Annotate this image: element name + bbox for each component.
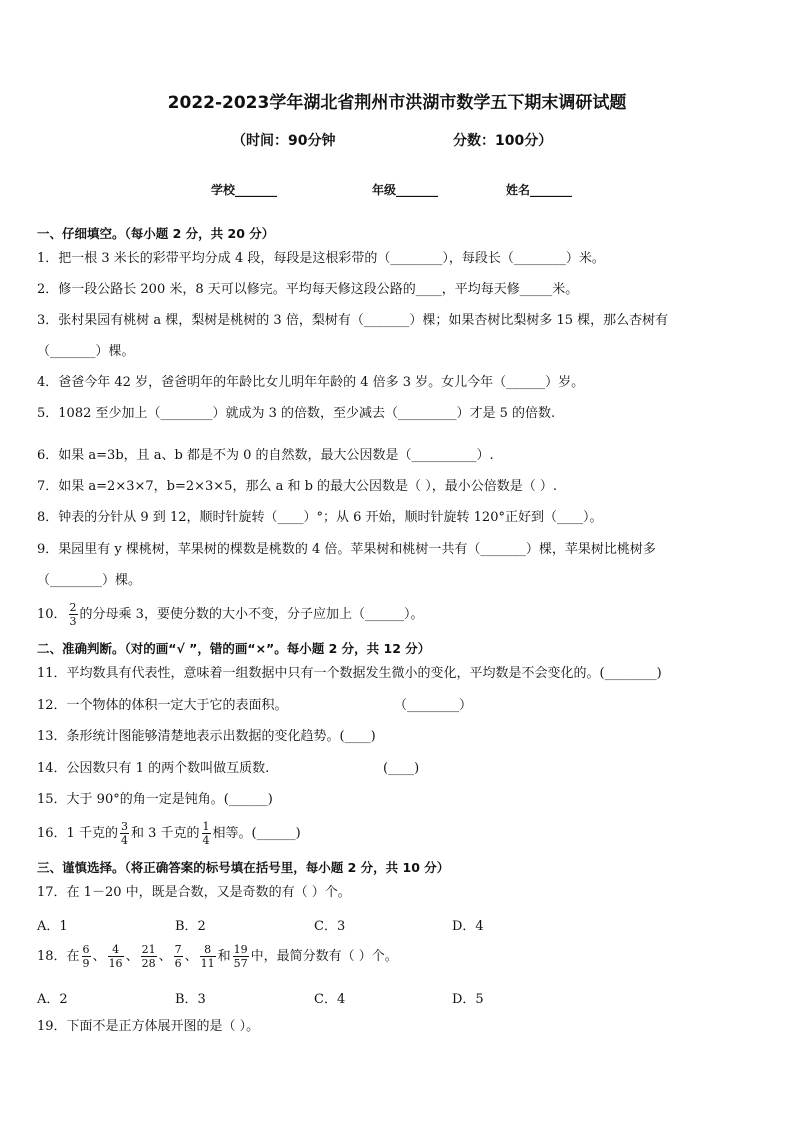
fraction-numerator: 4	[108, 943, 124, 957]
question-18-option-b: B．3	[175, 992, 206, 1007]
fraction-numerator: 3	[120, 820, 128, 833]
question-16-middle: 和 3 千克的	[130, 826, 200, 841]
fraction-one-quarter	[202, 820, 211, 847]
question-18-fraction	[174, 943, 183, 970]
page-title: 2022-2023学年湖北省荆州市洪湖市数学五下期末调研试题	[167, 93, 627, 113]
section-multiple-choice-heading: 三、谨慎选择。（将正确答案的标号填在括号里，每小题 2 分，共 10 分）	[37, 860, 450, 875]
question-11: 11．平均数具有代表性，意味着一组数据中只有一个数据发生微小的变化，平均数是不会变化的。(________)	[37, 666, 662, 681]
fraction-denominator: 9	[82, 957, 90, 970]
question-18-option-a: A．2	[37, 992, 68, 1007]
separator: 、	[184, 949, 198, 964]
fraction-three-quarters	[120, 820, 129, 847]
question-16-prefix: 16．1 千克的	[37, 826, 118, 841]
question-13: 13．条形统计图能够清楚地表示出数据的变化趋势。(____)	[37, 729, 376, 744]
fraction-denominator: 28	[141, 957, 156, 970]
question-6: 6．如果 a=3b，且 a、b 都是不为 0 的自然数，最大公因数是（__________）.	[37, 448, 494, 463]
question-18	[37, 943, 398, 970]
question-15: 15．大于 90°的角一定是钝角。(______)	[37, 792, 273, 807]
question-16	[37, 820, 301, 847]
question-8: 8．钟表的分针从 9 到 12，顺时针旋转（____）°；从 6 开始，顺时针旋转 120°正好到（____）。	[37, 510, 603, 525]
time-limit: （时间：90分钟	[232, 133, 336, 149]
question-9-line-1: 9．果园里有 y 棵桃树，苹果树的棵数是桃数的 4 倍。苹果树和桃树一共有（_______）棵，苹果树比桃树多	[37, 542, 656, 557]
separator: 和	[217, 949, 231, 964]
fraction-numerator: 1	[202, 820, 210, 833]
question-18-fraction	[141, 943, 157, 970]
fraction-denominator: 4	[120, 834, 128, 847]
question-17: 17．在 1－20 中，既是合数，又是奇数的有（ ）个。	[37, 885, 351, 900]
fraction-denominator: 57	[233, 957, 248, 970]
question-16-suffix: 相等。(______)	[212, 826, 301, 841]
question-18-suffix: 中，最简分数有（ ）个。	[250, 949, 398, 964]
question-12: 12．一个物体的体积一定大于它的表面积。	[37, 698, 288, 713]
question-14: 14．公因数只有 1 的两个数叫做互质数.	[37, 761, 270, 776]
section-fill-blank-heading: 一、仔细填空。（每小题 2 分，共 20 分）	[37, 226, 275, 241]
fraction-numerator: 21	[141, 943, 156, 956]
fraction-numerator: 6	[82, 943, 90, 956]
question-18-option-c: C．4	[314, 992, 346, 1007]
question-2: 2．修一段公路长 200 米，8 天可以修完。平均每天修这段公路的____，平均每天修_____米。	[37, 282, 579, 297]
question-18-prefix: 18．在	[37, 949, 80, 964]
fraction-denominator: 11	[200, 957, 215, 970]
question-4: 4．爸爸今年 42 岁，爸爸明年的年龄比女儿明年年龄的 4 倍多 3 岁。女儿今年（______）岁。	[37, 375, 585, 390]
separator: 、	[125, 949, 139, 964]
school-field: 学校_______	[211, 183, 278, 197]
question-17-option-d: D．4	[452, 919, 484, 934]
fraction-denominator: 4	[202, 834, 210, 847]
fraction-denominator: 16	[108, 957, 123, 970]
question-1: 1．把一根 3 米长的彩带平均分成 4 段，每段是这根彩带的（________），每段长（________）米。	[37, 251, 605, 266]
fraction-two-thirds	[69, 601, 78, 628]
question-12-answer-blank: （________）	[394, 698, 473, 713]
name-field: 姓名_______	[506, 183, 573, 197]
grade-field: 年级_______	[372, 183, 439, 197]
question-10-number: 10．	[37, 607, 67, 622]
question-3-line-1: 3．张村果园有桃树 a 棵，梨树是桃树的 3 倍，梨树有（_______）棵；如果杏树比梨树多 15 棵，那么杏树有	[37, 313, 669, 328]
separator: 、	[158, 949, 172, 964]
question-18-option-d: D．5	[452, 992, 484, 1007]
question-10	[37, 601, 423, 628]
question-18-fraction	[82, 943, 91, 970]
total-score: 分数：100分）	[453, 133, 553, 149]
question-3-line-2: （_______）棵。	[37, 344, 135, 359]
fraction-numerator: 2	[69, 601, 77, 614]
question-17-option-a: A．1	[37, 919, 68, 934]
section-true-false-heading: 二、准确判断。（对的画“√ ”，错的画“×”。每小题 2 分，共 12 分）	[37, 641, 431, 656]
fraction-numerator: 7	[174, 943, 182, 956]
question-10-text: 的分母乘 3，要使分数的大小不变，分子应加上（______）。	[79, 607, 424, 622]
question-17-option-b: B．2	[175, 919, 206, 934]
question-18-fraction	[233, 943, 249, 970]
fraction-denominator: 3	[69, 615, 77, 628]
question-17-option-c: C．3	[314, 919, 346, 934]
fraction-denominator: 6	[174, 957, 182, 970]
fraction-numerator: 19	[233, 943, 248, 956]
fraction-numerator: 8	[200, 943, 216, 957]
question-19: 19．下面不是正方体展开图的是（ ）。	[37, 1019, 260, 1034]
question-9-line-2: （________）棵。	[37, 573, 142, 588]
question-5: 5．1082 至少加上（________）就成为 3 的倍数，至少减去（_________）才是 5 的倍数.	[37, 406, 556, 421]
question-18-fraction	[108, 943, 124, 970]
question-7: 7．如果 a=2×3×7，b=2×3×5，那么 a 和 b 的最大公因数是（ ），最小公倍数是（ ）.	[37, 479, 557, 494]
question-14-answer-blank: (____)	[383, 761, 420, 776]
question-18-fraction	[200, 943, 216, 970]
separator: 、	[92, 949, 106, 964]
